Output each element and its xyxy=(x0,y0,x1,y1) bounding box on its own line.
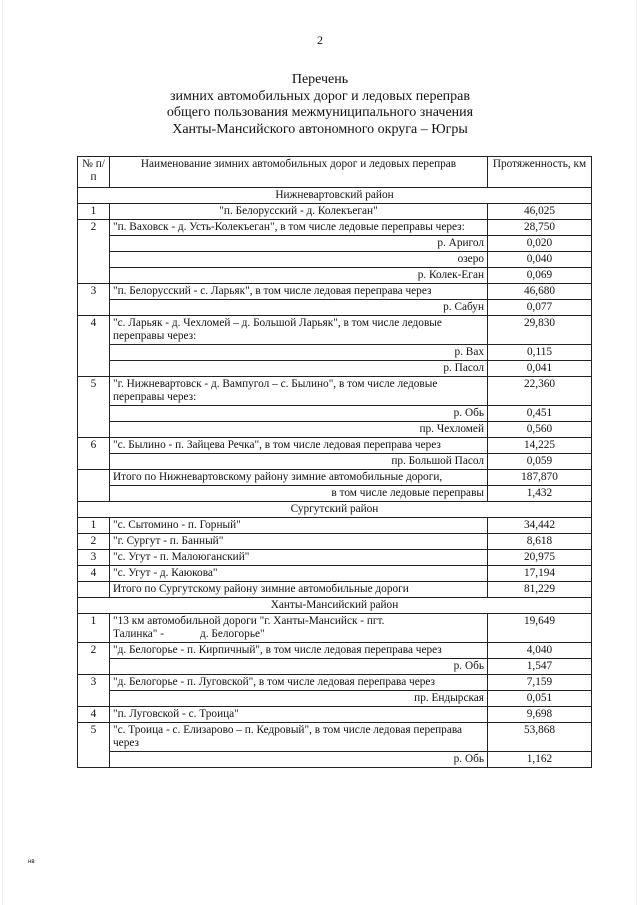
table-row xyxy=(78,675,592,691)
row-name: "д. Белогорье - п. Кирпичный", в том числе ледовая переправа через xyxy=(110,643,488,659)
table-row xyxy=(78,518,592,534)
row-num: 4 xyxy=(78,707,110,723)
page-number: 2 xyxy=(317,33,323,47)
crossing-name: р. Обь xyxy=(110,752,488,768)
header-num: № п/п xyxy=(78,157,110,188)
total-crossings-name: в том числе ледовые переправы xyxy=(110,486,488,502)
row-length: 19,649 xyxy=(488,614,592,643)
table-row xyxy=(78,316,592,345)
row-length: 29,830 xyxy=(488,316,592,345)
crossing-length: 0,040 xyxy=(488,252,592,268)
table-subrow xyxy=(78,361,592,377)
crossing-length: 0,041 xyxy=(488,361,592,377)
title-line-1: Перечень xyxy=(291,72,349,87)
title-line-4: Ханты-Мансийского автономного округа – Югры xyxy=(172,121,468,137)
row-name: "с. Троица - с. Елизарово – п. Кедровый", в том числе ледовая переправа через xyxy=(110,723,488,752)
row-length: 8,618 xyxy=(488,534,592,550)
header-length: Протяженность, км xyxy=(488,157,592,188)
row-length: 46,680 xyxy=(488,284,592,300)
total-crossings-length: 1,432 xyxy=(488,486,592,502)
empty-num-cell xyxy=(78,582,110,598)
row-length: 22,360 xyxy=(488,377,592,406)
row-name xyxy=(110,614,488,643)
crossing-length: 0,069 xyxy=(488,268,592,284)
total-row xyxy=(78,582,592,598)
table-subrow xyxy=(78,345,592,361)
total-name: Итого по Сургутскому району зимние автомобильные дороги xyxy=(110,582,488,598)
row-name: "с. Ларьяк - д. Чехломей – д. Большой Ларьяк", в том числе ледовые переправы через: xyxy=(110,316,488,345)
crossing-length: 0,051 xyxy=(488,691,592,707)
row-length: 14,225 xyxy=(488,438,592,454)
row-name: "с. Былино - п. Зайцева Речка", в том числе ледовая переправа через xyxy=(110,438,488,454)
crossing-name: р. Обь xyxy=(110,406,488,422)
header-name: Наименование зимних автомобильных дорог и ледовых переправ xyxy=(110,157,488,188)
table-subrow xyxy=(78,752,592,768)
row-name: "п. Луговской - с. Троица" xyxy=(110,707,488,723)
row-name: "г. Сургут - п. Банный" xyxy=(110,534,488,550)
row-name: "п. Ваховск - д. Усть-Колекъеган", в том числе ледовые переправы через: xyxy=(110,220,488,236)
total-subrow xyxy=(78,486,592,502)
row-length: 20,975 xyxy=(488,550,592,566)
crossing-length: 0,115 xyxy=(488,345,592,361)
crossing-name: р. Пасол xyxy=(110,361,488,377)
row-num: 1 xyxy=(78,614,110,643)
table-row xyxy=(78,438,592,454)
table-subrow xyxy=(78,406,592,422)
row-num: 5 xyxy=(78,377,110,438)
row-length: 9,698 xyxy=(488,707,592,723)
row-name-line-2b: д. Белогорье" xyxy=(200,628,265,640)
table-row xyxy=(78,284,592,300)
row-name-line-2 xyxy=(113,628,484,641)
section-khanty-mansiysk: Ханты-Мансийский район xyxy=(78,598,592,614)
crossing-name: р. Аригол xyxy=(110,236,488,252)
table-row xyxy=(78,707,592,723)
crossing-name: р. Вах xyxy=(110,345,488,361)
section-nizhnevartovsk: Нижневартовский район xyxy=(78,188,592,204)
row-name: "с. Сытомино - п. Горный" xyxy=(110,518,488,534)
table-row xyxy=(78,723,592,752)
row-length: 28,750 xyxy=(488,220,592,236)
crossing-name: р. Обь xyxy=(110,659,488,675)
row-name: "д. Белогорье - п. Луговской", в том числе ледовая переправа через xyxy=(110,675,488,691)
row-num: 4 xyxy=(78,566,110,582)
row-name: "с. Угут - д. Каюкова" xyxy=(110,566,488,582)
row-name-line-1: "13 км автомобильной дороги "г. Ханты-Мансийск - пгт. xyxy=(113,615,385,627)
row-num: 2 xyxy=(78,220,110,284)
footer-mark: нв xyxy=(28,859,35,865)
table-subrow xyxy=(78,236,592,252)
table-row xyxy=(78,643,592,659)
section-surgut: Сургутский район xyxy=(78,502,592,518)
total-length: 187,870 xyxy=(488,470,592,486)
crossing-length: 1,547 xyxy=(488,659,592,675)
row-num: 5 xyxy=(78,723,110,768)
row-num: 3 xyxy=(78,550,110,566)
table-subrow xyxy=(78,252,592,268)
crossing-name: пр. Большой Пасол xyxy=(110,454,488,470)
row-num: 6 xyxy=(78,438,110,470)
title-line-2: зимних автомобильных дорог и ледовых переправ xyxy=(169,88,470,104)
title-line-3: общего пользования межмуниципального значения xyxy=(166,105,474,120)
crossing-name: озеро xyxy=(110,252,488,268)
table-subrow xyxy=(78,454,592,470)
table-subrow xyxy=(78,300,592,316)
total-length: 81,229 xyxy=(488,582,592,598)
row-num: 1 xyxy=(78,518,110,534)
crossing-length: 0,020 xyxy=(488,236,592,252)
total-row xyxy=(78,470,592,486)
table-row xyxy=(78,614,592,643)
row-length: 46,025 xyxy=(488,204,592,220)
row-num: 3 xyxy=(78,284,110,316)
row-num: 2 xyxy=(78,643,110,675)
table-row xyxy=(78,566,592,582)
section-row xyxy=(78,598,592,614)
row-name: "г. Нижневартовск - д. Вампугол – с. Былино", в том числе ледовые переправы через: xyxy=(110,377,488,406)
table-row xyxy=(78,550,592,566)
row-name: "п. Белорусский - д. Колекъеган" xyxy=(110,204,488,220)
section-row xyxy=(78,502,592,518)
row-num: 2 xyxy=(78,534,110,550)
table-subrow xyxy=(78,422,592,438)
table-row xyxy=(78,377,592,406)
row-num: 3 xyxy=(78,675,110,707)
crossing-name: пр. Ендырская xyxy=(110,691,488,707)
table-subrow xyxy=(78,691,592,707)
row-length: 53,868 xyxy=(488,723,592,752)
crossing-length: 0,451 xyxy=(488,406,592,422)
empty-num-cell xyxy=(78,470,110,502)
document-title xyxy=(0,72,640,138)
crossing-length: 1,162 xyxy=(488,752,592,768)
crossing-name: пр. Чехломей xyxy=(110,422,488,438)
crossing-length: 0,059 xyxy=(488,454,592,470)
roads-table xyxy=(77,156,592,768)
row-num: 1 xyxy=(78,204,110,220)
row-length: 17,194 xyxy=(488,566,592,582)
crossing-name: р. Колек-Еган xyxy=(110,268,488,284)
row-length: 7,159 xyxy=(488,675,592,691)
row-length: 4,040 xyxy=(488,643,592,659)
row-num: 4 xyxy=(78,316,110,377)
table-row xyxy=(78,220,592,236)
row-name: "с. Угут - п. Малоюганский" xyxy=(110,550,488,566)
row-name: "п. Белорусский - с. Ларьяк", в том числе ледовая переправа через xyxy=(110,284,488,300)
table-row xyxy=(78,204,592,220)
table-subrow xyxy=(78,659,592,675)
crossing-name: р. Сабун xyxy=(110,300,488,316)
crossing-length: 0,077 xyxy=(488,300,592,316)
crossing-length: 0,560 xyxy=(488,422,592,438)
table-row xyxy=(78,534,592,550)
section-row xyxy=(78,188,592,204)
row-name-line-2a: Талинка" - xyxy=(113,628,164,640)
row-length: 34,442 xyxy=(488,518,592,534)
table-header-row xyxy=(78,157,592,188)
table-subrow xyxy=(78,268,592,284)
total-name: Итого по Нижневартовскому району зимние автомобильные дороги, xyxy=(110,470,488,486)
